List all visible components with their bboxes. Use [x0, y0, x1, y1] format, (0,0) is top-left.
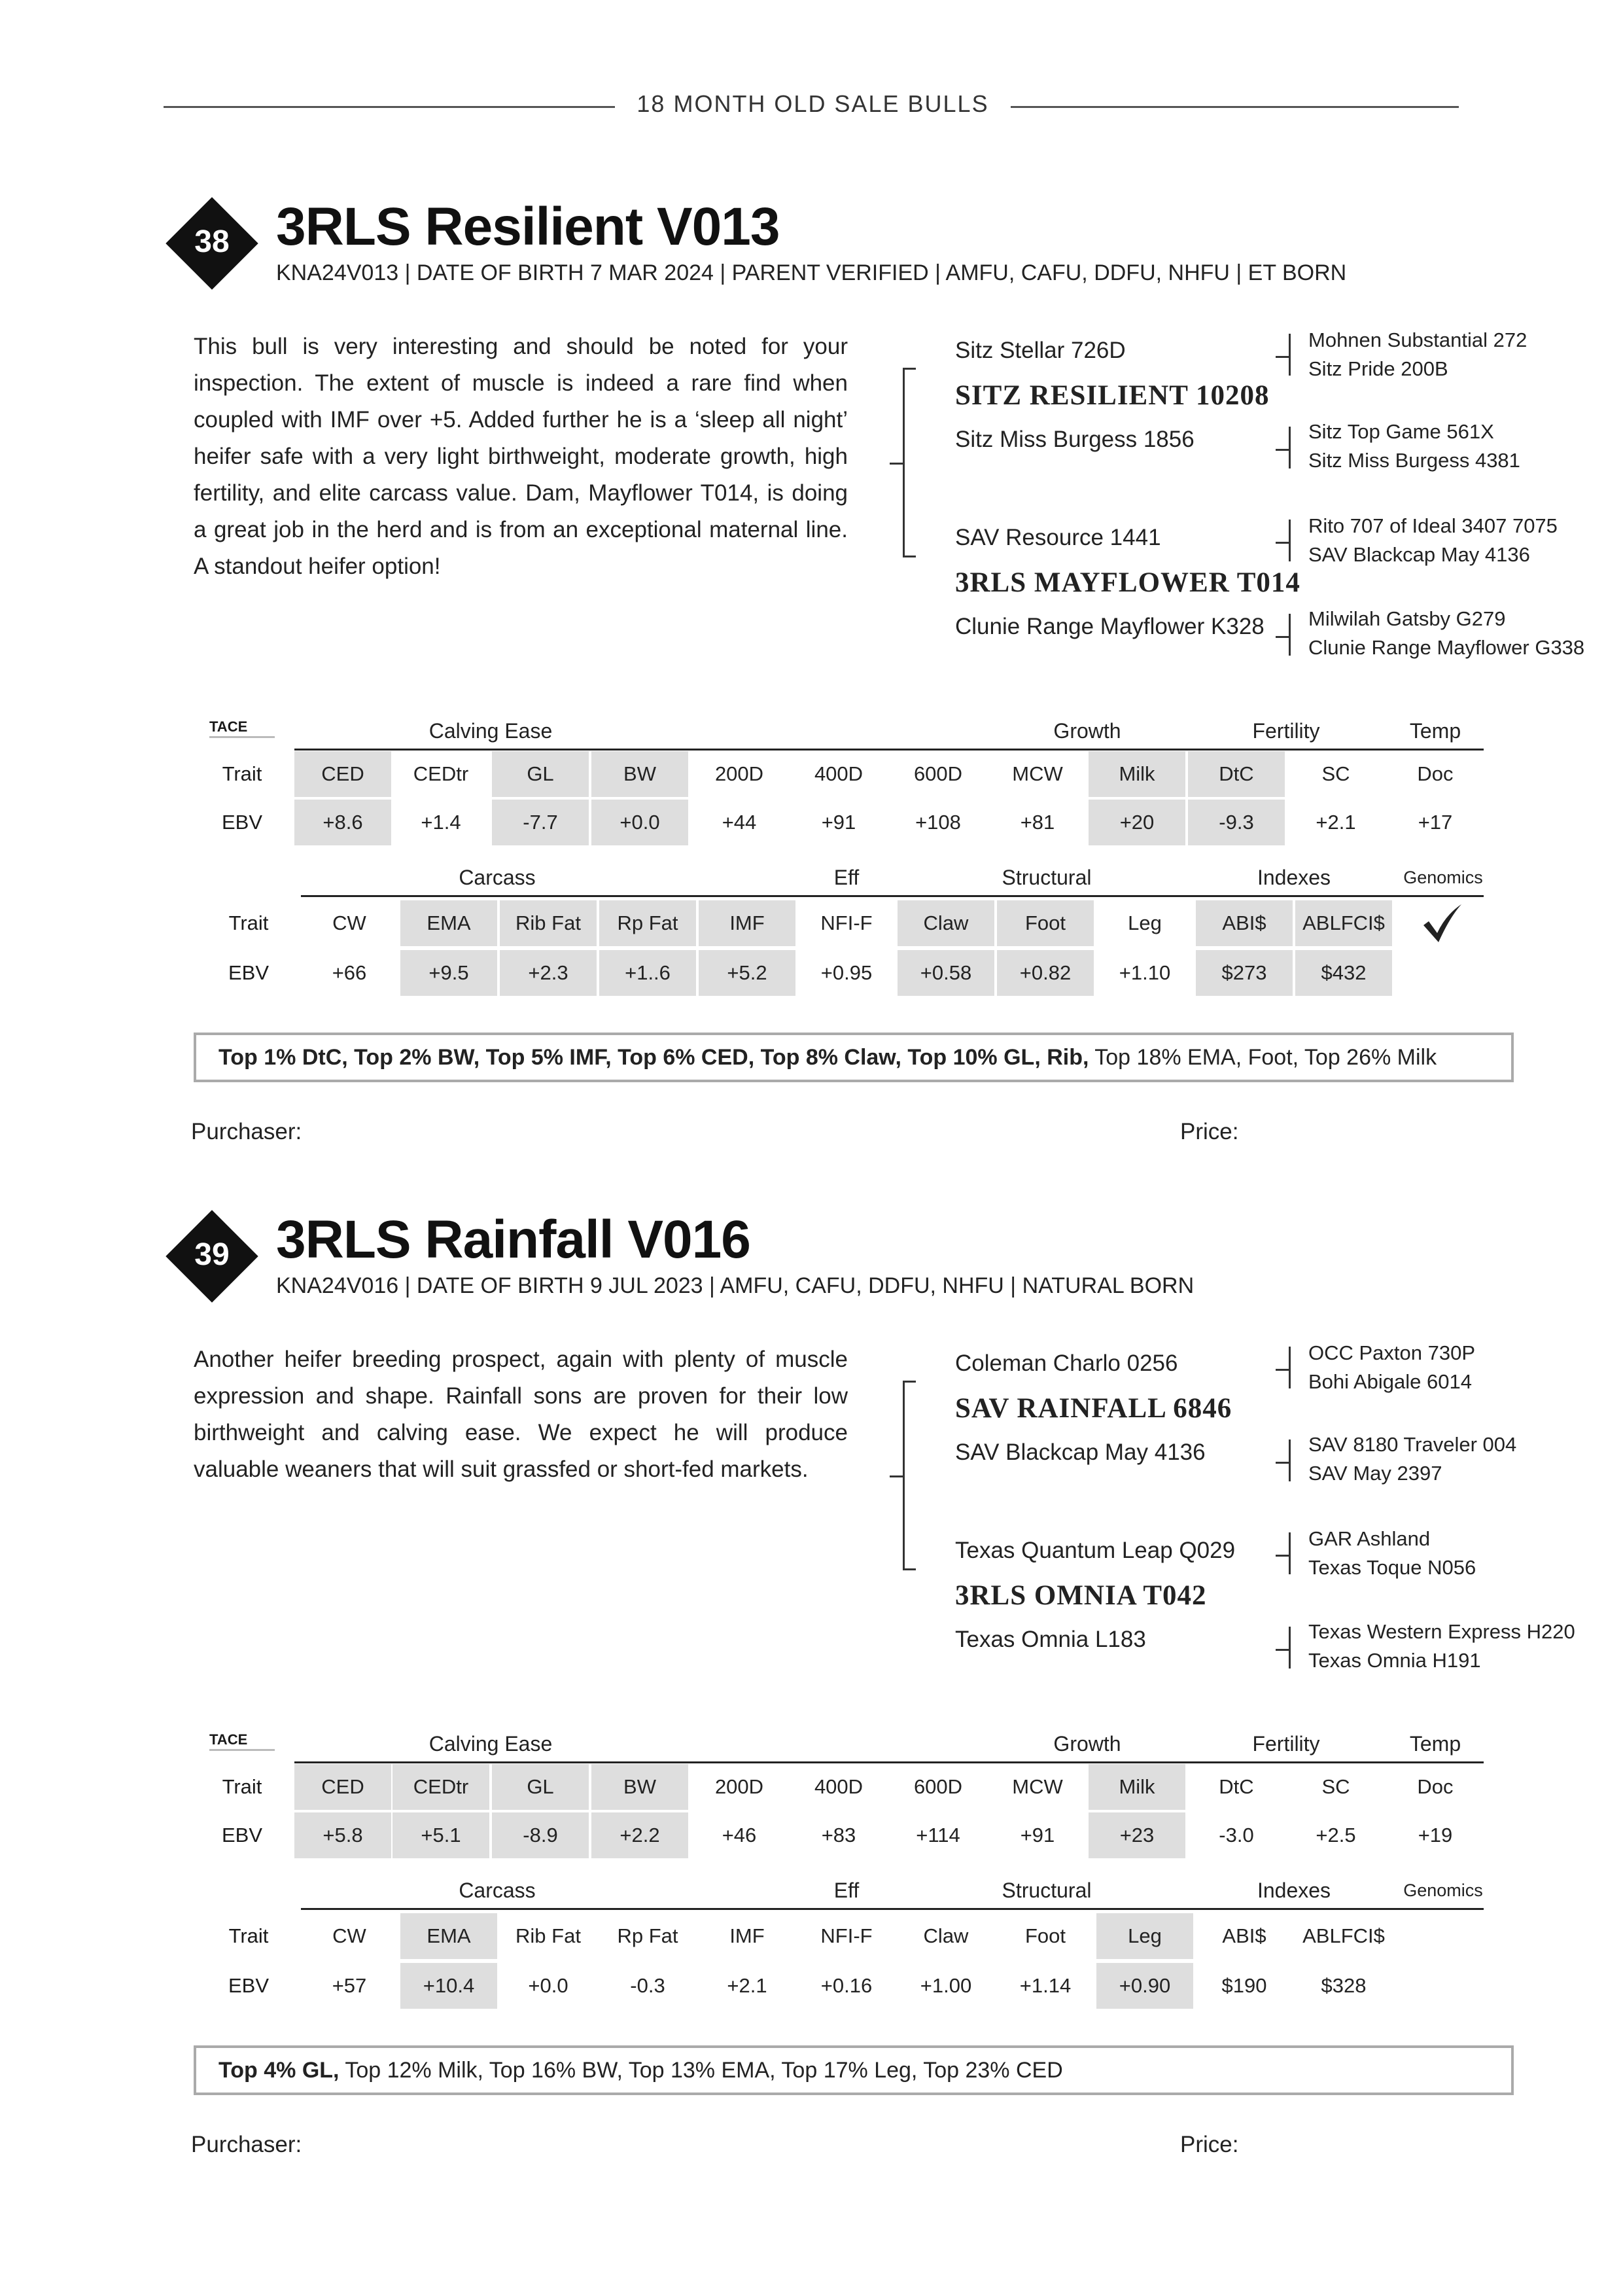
bull-name: 3RLS Rainfall V016 [276, 1210, 750, 1269]
trait-header: GL [492, 1764, 589, 1810]
ebv-value: +5.1 [393, 1812, 489, 1858]
dam-sire: SAV Resource 1441 [955, 525, 1161, 550]
ebv-value: +17 [1418, 811, 1453, 834]
lot-number-badge [166, 1210, 258, 1302]
sd-dam: SAV May 2397 [1308, 1462, 1442, 1485]
genomics-check-icon [1420, 900, 1465, 946]
dam-dam: Texas Omnia L183 [955, 1627, 1146, 1652]
sire-dam: Sitz Miss Burgess 1856 [955, 427, 1195, 452]
group-label: Structural [1002, 866, 1092, 889]
trait-header: CEDtr [393, 1764, 489, 1810]
trait-header: Rib Fat [500, 900, 597, 946]
sire: SAV RAINFALL 6846 [955, 1393, 1232, 1424]
trait-header: Claw [923, 1924, 969, 1947]
ebv-value: +2.5 [1316, 1824, 1356, 1846]
dd-dam: Clunie Range Mayflower G338 [1308, 636, 1585, 659]
rankings-rest: Top 18% EMA, Foot, Top 26% Milk [1089, 1045, 1437, 1070]
ebv-value: +91 [1020, 1824, 1055, 1846]
ebv-value: +9.5 [400, 950, 497, 996]
price-label: Price: [1180, 2132, 1239, 2157]
ebv-value: $328 [1321, 1974, 1367, 1997]
bull-description: Another heifer breeding prospect, again with plenty of muscle expression and shape. Rainfall sons are proven for their low birthweight and calving ease. We expect he will produce valuable weaners that will suit grassfed or short-fed markets. [194, 1347, 848, 1482]
ebv-table [196, 1720, 1498, 2027]
ebv-value: -3.0 [1219, 1824, 1254, 1846]
trait-header: IMF [699, 900, 795, 946]
dam: 3RLS OMNIA T042 [955, 1580, 1207, 1611]
sd-sire: SAV 8180 Traveler 004 [1308, 1433, 1517, 1456]
ss-sire: Mohnen Substantial 272 [1308, 328, 1527, 351]
ebv-value: +5.8 [294, 1812, 391, 1858]
group-label: Calving Ease [428, 1732, 553, 1756]
trait-header: Foot [1024, 1924, 1066, 1947]
trait-header: Milk [1089, 1764, 1185, 1810]
group-label: Fertility [1252, 719, 1320, 743]
trait-header: EMA [400, 900, 497, 946]
trait-header: SC [1321, 1775, 1350, 1798]
ebv-value: -7.7 [492, 800, 589, 845]
ebv-value: +1.4 [421, 811, 461, 834]
trait-header: ABI$ [1222, 1924, 1266, 1947]
trait-header: CED [294, 1764, 391, 1810]
ebv-value: +91 [821, 811, 856, 834]
header-rule-right [1011, 106, 1459, 108]
sire-dam: SAV Blackcap May 4136 [955, 1439, 1206, 1465]
pedigree [890, 1341, 1609, 1682]
row-label-ebv: EBV [221, 811, 263, 834]
group-rule [301, 1908, 1484, 1910]
sd-sire: Sitz Top Game 561X [1308, 420, 1494, 443]
lot-number-badge [166, 198, 258, 289]
lot-number: 39 [194, 1237, 230, 1272]
ebv-value: +20 [1089, 800, 1185, 845]
trait-header: 400D [814, 1775, 864, 1798]
group-label: Carcass [459, 1879, 536, 1902]
dam-dam: Clunie Range Mayflower K328 [955, 614, 1265, 639]
group-label: Carcass [459, 866, 536, 889]
trait-header: MCW [1012, 762, 1063, 785]
ebv-value: +108 [915, 811, 961, 834]
dam: 3RLS MAYFLOWER T014 [955, 567, 1300, 598]
price-label: Price: [1180, 1119, 1239, 1144]
percentile-rankings [194, 2045, 1514, 2095]
ebv-value: -0.3 [630, 1974, 665, 1997]
ebv-value: +0.58 [898, 950, 994, 996]
group-label: Eff [833, 866, 860, 889]
ebv-value: +2.2 [591, 1812, 688, 1858]
dd-sire: Milwilah Gatsby G279 [1308, 607, 1506, 630]
lot-number: 38 [194, 224, 230, 259]
ds-dam: SAV Blackcap May 4136 [1308, 543, 1530, 566]
trait-header: EMA [400, 1913, 497, 1959]
trait-header: ABLFCI$ [1302, 1924, 1385, 1947]
rankings-rest: Top 12% Milk, Top 16% BW, Top 13% EMA, Top 17% Leg, Top 23% CED [339, 2058, 1063, 2083]
ebv-value: -9.3 [1188, 800, 1285, 845]
trait-header: CW [332, 911, 366, 934]
ebv-value: +8.6 [294, 800, 391, 845]
ebv-value: $273 [1196, 950, 1293, 996]
group-label: Fertility [1252, 1732, 1320, 1756]
tace-logo: TACE [207, 1729, 279, 1755]
row-label-ebv: EBV [221, 1824, 263, 1846]
ebv-value: +0.16 [820, 1974, 873, 1997]
ebv-value: +1.14 [1019, 1974, 1072, 1997]
trait-header: 200D [714, 762, 764, 785]
trait-header: NFI-F [820, 911, 873, 934]
ebv-value: +0.82 [997, 950, 1094, 996]
ss-dam: Sitz Pride 200B [1308, 357, 1448, 380]
ebv-value: +0.95 [820, 961, 873, 984]
row-label-ebv: EBV [228, 1974, 270, 1997]
trait-header: Claw [898, 900, 994, 946]
trait-header: DtC [1188, 751, 1285, 797]
purchaser-label: Purchaser: [191, 1119, 302, 1144]
ebv-value: +1.10 [1119, 961, 1171, 984]
trait-header: Doc [1417, 762, 1454, 785]
ebv-value: $190 [1221, 1974, 1267, 1997]
group-label: Temp [1409, 719, 1461, 743]
group-label: Calving Ease [428, 719, 553, 743]
ebv-value: +0.0 [528, 1974, 568, 1997]
ebv-value: +46 [722, 1824, 757, 1846]
header-title: 18 MONTH OLD SALE BULLS [637, 90, 989, 117]
dam-sire: Texas Quantum Leap Q029 [955, 1538, 1236, 1563]
ebv-value: +10.4 [400, 1963, 497, 2009]
trait-header: Doc [1417, 1775, 1454, 1798]
trait-header: Rp Fat [599, 900, 696, 946]
sd-dam: Sitz Miss Burgess 4381 [1308, 449, 1520, 472]
ebv-value: +1..6 [599, 950, 696, 996]
ebv-value: +2.1 [1316, 811, 1356, 834]
ebv-value: +66 [332, 961, 367, 984]
trait-header: ABLFCI$ [1295, 900, 1392, 946]
ss-dam: Bohi Abigale 6014 [1308, 1370, 1472, 1393]
trait-header: CW [332, 1924, 366, 1947]
trait-header: Rib Fat [515, 1924, 581, 1947]
ebv-value: +0.0 [591, 800, 688, 845]
trait-header: MCW [1012, 1775, 1063, 1798]
ebv-value: +44 [722, 811, 757, 834]
ebv-table [196, 707, 1498, 1014]
ebv-value: +57 [332, 1974, 367, 1997]
trait-header: GL [492, 751, 589, 797]
trait-header: Rp Fat [617, 1924, 678, 1947]
row-label-trait: Trait [222, 1775, 262, 1798]
group-rule [301, 895, 1484, 897]
row-label-trait: Trait [228, 911, 269, 934]
ebv-value: -8.9 [492, 1812, 589, 1858]
trait-header: BW [591, 1764, 688, 1810]
sire: SITZ RESILIENT 10208 [955, 380, 1270, 411]
trait-header: Milk [1089, 751, 1185, 797]
group-label: Indexes [1257, 866, 1331, 889]
row-label-trait: Trait [228, 1924, 269, 1947]
group-label: Growth [1053, 719, 1121, 743]
bull-name: 3RLS Resilient V013 [276, 197, 780, 256]
bull-meta: KNA24V013 | DATE OF BIRTH 7 MAR 2024 | PARENT VERIFIED | AMFU, CAFU, DDFU, NHFU | ET BORN [276, 260, 1347, 285]
trait-header: DtC [1219, 1775, 1254, 1798]
ebv-value: +2.1 [727, 1974, 767, 1997]
dd-dam: Texas Omnia H191 [1308, 1649, 1481, 1672]
ebv-value: +2.3 [500, 950, 597, 996]
sire-sire: Coleman Charlo 0256 [955, 1351, 1178, 1376]
bull-meta: KNA24V016 | DATE OF BIRTH 9 JUL 2023 | AMFU, CAFU, DDFU, NHFU | NATURAL BORN [276, 1273, 1195, 1298]
trait-header: 600D [913, 762, 963, 785]
header-rule-left [164, 106, 615, 108]
group-label: Genomics [1403, 868, 1483, 887]
trait-header: Leg [1096, 1913, 1193, 1959]
group-label: Growth [1053, 1732, 1121, 1756]
ebv-value: +5.2 [699, 950, 795, 996]
rankings-bold: Top 4% GL, [218, 2058, 340, 2083]
ebv-value: +1.00 [920, 1974, 972, 1997]
group-label: Indexes [1257, 1879, 1331, 1902]
trait-header: CEDtr [413, 762, 469, 785]
trait-header: IMF [729, 1924, 765, 1947]
ebv-value: +23 [1089, 1812, 1185, 1858]
trait-header: 600D [913, 1775, 963, 1798]
bull-description: This bull is very interesting and should be noted for your inspection. The extent of muscle is indeed a rare find when coupled with IMF over +5. Added further he is a ‘sleep all night’ heifer safe with a very light birthweight, moderate growth, high fertility, and elite carcass value. Dam, Mayflower T014, is doing a great job in the herd and is from an exceptional maternal line. A standout heifer option! [194, 334, 848, 579]
group-rule [294, 1761, 1484, 1763]
group-label: Temp [1409, 1732, 1461, 1756]
ebv-value: +0.90 [1096, 1963, 1193, 2009]
ebv-value: +19 [1418, 1824, 1453, 1846]
purchaser-label: Purchaser: [191, 2132, 302, 2157]
ebv-value: $432 [1295, 950, 1392, 996]
rankings-bold: Top 1% DtC, Top 2% BW, Top 5% IMF, Top 6% CED, Top 8% Claw, Top 10% GL, Rib, [218, 1045, 1089, 1070]
tace-logo: TACE [207, 716, 279, 742]
ss-sire: OCC Paxton 730P [1308, 1341, 1476, 1364]
pedigree [890, 328, 1609, 669]
group-label: Eff [833, 1879, 860, 1902]
ds-sire: GAR Ashland [1308, 1527, 1431, 1550]
ebv-value: +83 [821, 1824, 856, 1846]
page-header [164, 90, 1459, 123]
ds-dam: Texas Toque N056 [1308, 1556, 1476, 1579]
ebv-value: +81 [1020, 811, 1055, 834]
row-label-trait: Trait [222, 762, 262, 785]
percentile-rankings [194, 1033, 1514, 1082]
trait-header: NFI-F [820, 1924, 873, 1947]
trait-header: ABI$ [1196, 900, 1293, 946]
trait-header: Leg [1128, 911, 1162, 934]
trait-header: CED [294, 751, 391, 797]
trait-header: 200D [714, 1775, 764, 1798]
ds-sire: Rito 707 of Ideal 3407 7075 [1308, 514, 1558, 537]
trait-header: Foot [997, 900, 1094, 946]
sire-sire: Sitz Stellar 726D [955, 338, 1126, 363]
row-label-ebv: EBV [228, 961, 270, 984]
trait-header: 400D [814, 762, 864, 785]
ebv-value: +114 [916, 1824, 960, 1846]
dd-sire: Texas Western Express H220 [1308, 1620, 1575, 1643]
group-rule [294, 749, 1484, 751]
trait-header: SC [1321, 762, 1350, 785]
group-label: Structural [1002, 1879, 1092, 1902]
group-label: Genomics [1403, 1881, 1483, 1900]
trait-header: BW [591, 751, 688, 797]
